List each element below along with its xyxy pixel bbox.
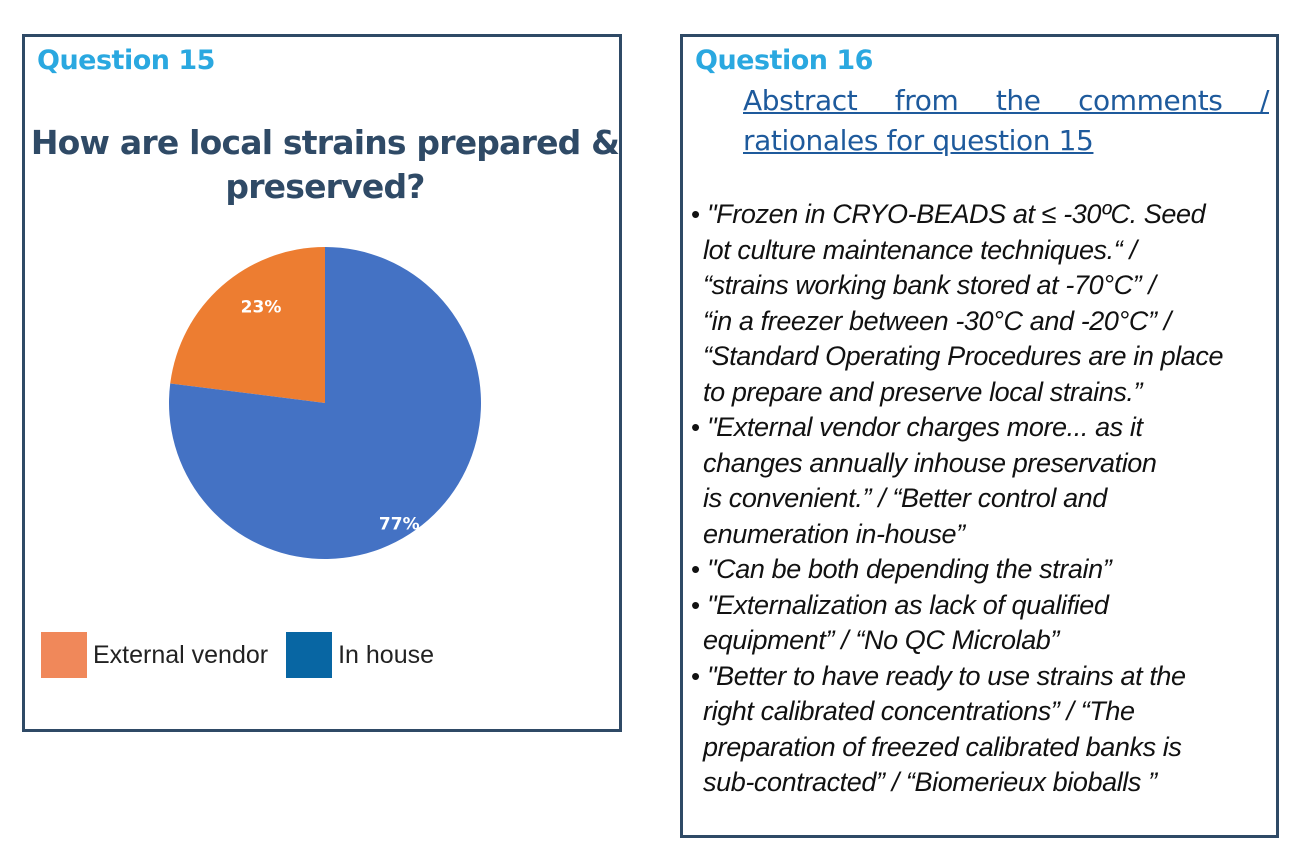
pie-slice-external-vendor (170, 247, 325, 403)
legend-item-external-vendor (41, 632, 268, 678)
chart-title-line-2: preserved? (225, 167, 425, 206)
comment-line: "Better to have ready to use strains at the (707, 660, 1186, 691)
question-15-panel (22, 34, 622, 732)
subtitle-line-1: Abstract from the comments / (743, 84, 1269, 117)
question-16-heading: Question 16 (695, 45, 873, 76)
comment-line: equipment” / “No QC Microlab” (703, 625, 1060, 655)
comment-line: enumeration in-house” (703, 518, 965, 549)
comment-line: “strains working bank stored at -70°C” / (703, 270, 1156, 300)
bullet-icon: • (691, 554, 701, 584)
question-16-panel (680, 34, 1279, 838)
legend-swatch-external-vendor (41, 632, 87, 678)
question-16-subtitle (743, 81, 1269, 161)
comment-line: preparation of freezed calibrated banks is (703, 731, 1182, 762)
bullet-icon: • (691, 589, 701, 620)
legend-swatch-in-house (286, 632, 332, 678)
comment-line: "Frozen in CRYO-BEADS at ≤ -30ºC. Seed (707, 199, 1206, 229)
pie-chart (165, 243, 485, 563)
comments-list (691, 197, 1275, 801)
comment-item (691, 197, 1275, 410)
subtitle-line-2: rationales for question 15 (743, 124, 1094, 157)
question-15-heading: Question 15 (37, 45, 215, 76)
chart-title-line-1: How are local strains prepared & (30, 123, 620, 162)
legend-label-in-house: In house (338, 640, 435, 669)
chart-title (25, 121, 625, 209)
pie-label-external-vendor: 23% (240, 297, 282, 318)
legend-item-in-house (286, 632, 434, 678)
pie-label-in-house: 77% (378, 514, 420, 535)
chart-legend (41, 631, 452, 679)
comment-line: lot culture maintenance techniques.“ / (703, 234, 1137, 265)
comment-line: "Can be both depending the strain” (707, 554, 1112, 584)
legend-label-external-vendor: External vendor (93, 640, 269, 669)
comment-line: “in a freezer between -30°C and -20°C” / (703, 305, 1171, 336)
comment-line: sub-contracted” / “Biomerieux bioballs ” (703, 767, 1157, 797)
comment-item (691, 552, 1275, 588)
comment-line: right calibrated concentrations” / “The (703, 696, 1135, 726)
bullet-icon: • (691, 412, 701, 442)
comment-line: “Standard Operating Procedures are in place (703, 341, 1224, 371)
bullet-icon: • (691, 199, 701, 229)
comment-line: is convenient.” / “Better control and (703, 483, 1107, 513)
comment-item (691, 588, 1275, 659)
comment-item (691, 659, 1275, 801)
bullet-icon: • (691, 660, 701, 691)
comment-line: "Externalization as lack of qualified (707, 589, 1109, 620)
comment-line: to prepare and preserve local strains.” (703, 376, 1143, 407)
comment-line: changes annually inhouse preservation (703, 447, 1157, 478)
comment-line: "External vendor charges more... as it (707, 412, 1143, 442)
comment-item (691, 410, 1275, 552)
